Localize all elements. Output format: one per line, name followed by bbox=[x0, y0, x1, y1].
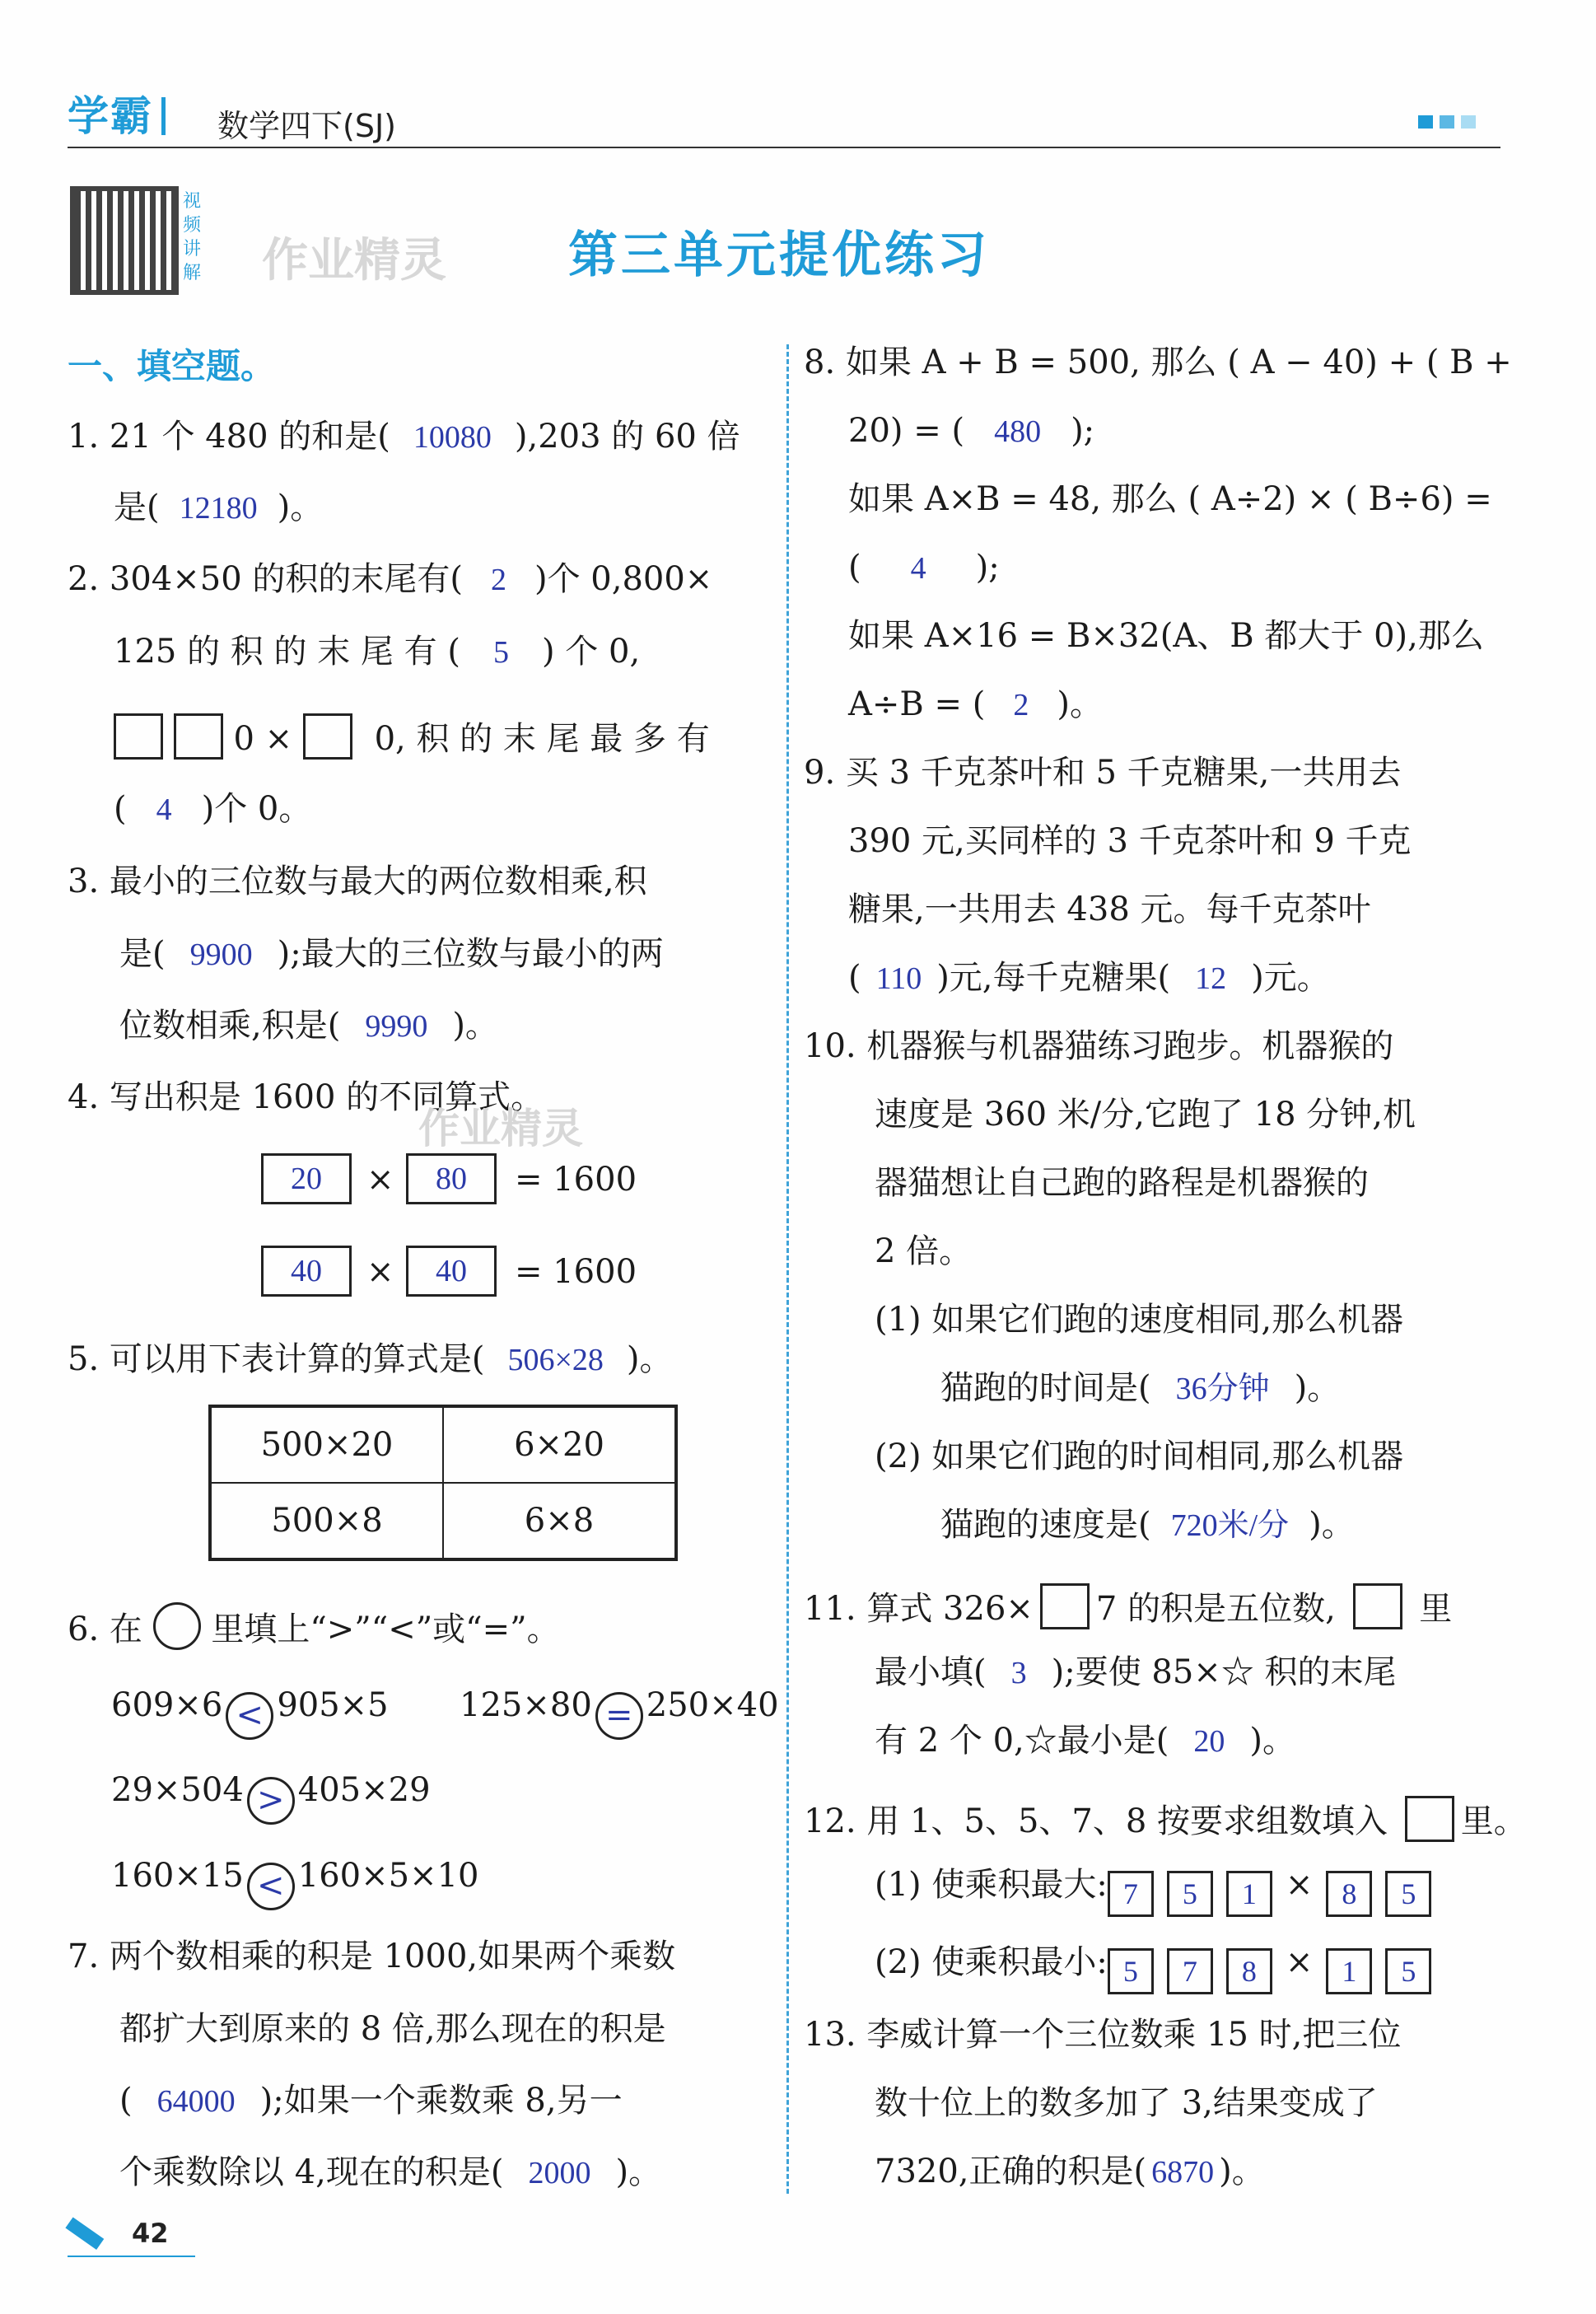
q6-line1: 6. 在 里填上“>”“<”或“=”。 bbox=[68, 1602, 560, 1650]
q10-line5: (1) 如果它们跑的速度相同,那么机器 bbox=[875, 1301, 1404, 1339]
digit-box: 5 bbox=[1385, 1948, 1431, 1994]
decor-dots bbox=[1418, 115, 1476, 129]
header bbox=[68, 78, 1500, 148]
blank-box bbox=[1405, 1796, 1454, 1842]
q3-answer1: 9900 bbox=[189, 937, 253, 972]
q11-line3: 有 2 个 0,☆最小是( 20 )。 bbox=[875, 1722, 1295, 1760]
digit-box: 1 bbox=[1226, 1871, 1272, 1917]
q9-line4: ( 110 )元,每千克糖果( 12 )元。 bbox=[848, 959, 1330, 997]
q8-line2: 20) = ( 480 ); bbox=[848, 412, 1095, 450]
blank-box bbox=[174, 713, 223, 760]
q3-line1: 3. 最小的三位数与最大的两位数相乘,积 bbox=[68, 862, 647, 900]
q8-line6: A÷B = ( 2 )。 bbox=[848, 685, 1103, 723]
page-title: 第三单元提优练习 bbox=[568, 227, 990, 284]
q8-line4: ( 4 ); bbox=[848, 549, 1000, 587]
q12-max-row: (1) 使乘积最大: 7 5 1 × 8 5 bbox=[875, 1868, 1444, 1917]
times-sign: × bbox=[366, 1253, 394, 1291]
q2-answer3: 4 bbox=[156, 792, 172, 827]
q11-answer2: 20 bbox=[1193, 1724, 1225, 1759]
q8-answer3: 2 bbox=[1013, 688, 1029, 722]
q10-line6: 猫跑的时间是( 36分钟 )。 bbox=[940, 1369, 1341, 1407]
q13-line2: 数十位上的数多加了 3,结果变成了 bbox=[875, 2084, 1378, 2122]
q4-row1-result: = 1600 bbox=[515, 1161, 637, 1199]
q6-row1: 609×6 < 905×5 bbox=[111, 1689, 389, 1740]
digit-box: 7 bbox=[1167, 1948, 1213, 1994]
q7-answer1: 64000 bbox=[156, 2084, 236, 2119]
q8-line1: 8. 如果 A + B = 500, 那么 ( A − 40) + ( B + bbox=[804, 344, 1512, 381]
q8-line3: 如果 A×B = 48, 那么 ( A÷2) × ( B÷6) = bbox=[848, 480, 1492, 518]
column-divider bbox=[786, 344, 789, 2194]
q8-answer2: 4 bbox=[910, 551, 926, 586]
q4-row2-factor1: 40 bbox=[261, 1246, 352, 1297]
pencil-icon bbox=[65, 2217, 104, 2249]
q10-line3: 器猫想让自己跑的路程是机器猴的 bbox=[875, 1164, 1369, 1202]
table-cell: 6×20 bbox=[443, 1406, 676, 1483]
blank-box bbox=[114, 713, 163, 760]
q2-line3: 0 × 0, 积 的 末 尾 最 多 有 bbox=[114, 713, 710, 760]
q9-line3: 糖果,一共用去 438 元。每千克茶叶 bbox=[848, 891, 1371, 928]
q4-row2-factor2: 40 bbox=[406, 1246, 497, 1297]
q3-line3: 位数相乘,积是( 9990 )。 bbox=[119, 1007, 498, 1045]
q11-line2: 最小填( 3 );要使 85×☆ 积的末尾 bbox=[875, 1653, 1397, 1691]
q10-line2: 速度是 360 米/分,它跑了 18 分钟,机 bbox=[875, 1096, 1416, 1134]
q10-line7: (2) 如果它们跑的时间相同,那么机器 bbox=[875, 1437, 1404, 1475]
brand-text: 学霸 bbox=[68, 92, 153, 140]
page-number: 42 bbox=[132, 2218, 169, 2249]
q9-line2: 390 元,买同样的 3 千克茶叶和 9 千克 bbox=[848, 822, 1412, 860]
q4-row1-factor2: 80 bbox=[406, 1153, 497, 1204]
q7-line2: 都扩大到原来的 8 倍,那么现在的积是 bbox=[119, 2010, 666, 2048]
q1-answer2: 12180 bbox=[179, 491, 258, 526]
q1-answer1: 10080 bbox=[413, 420, 492, 455]
q4-line1: 4. 写出积是 1600 的不同算式。 bbox=[68, 1078, 544, 1116]
q6-row3: 29×504 > 405×29 bbox=[111, 1774, 431, 1825]
blank-box bbox=[1353, 1583, 1402, 1629]
q2-answer1: 2 bbox=[490, 563, 506, 597]
times-sign: × bbox=[366, 1161, 394, 1199]
q9-answer1: 110 bbox=[875, 961, 922, 996]
q10-line4: 2 倍。 bbox=[875, 1232, 973, 1270]
q13-line1: 13. 李威计算一个三位数乘 15 时,把三位 bbox=[804, 2016, 1402, 2054]
q6-row4: 160×15 < 160×5×10 bbox=[111, 1859, 479, 1910]
q12-line1: 12. 用 1、5、5、7、8 按要求组数填入 里。 bbox=[804, 1796, 1527, 1842]
q3-answer2: 9990 bbox=[365, 1009, 428, 1044]
q13-line3: 7320,正确的积是( 6870 )。 bbox=[875, 2153, 1265, 2190]
q8-line5: 如果 A×16 = B×32(A、B 都大于 0),那么 bbox=[848, 617, 1484, 655]
q1-line2: 是( 12180 )。 bbox=[114, 489, 324, 526]
digit-box: 5 bbox=[1108, 1948, 1154, 1994]
q7-answer2: 2000 bbox=[528, 2156, 591, 2190]
q5-line1: 5. 可以用下表计算的算式是( 506×28 )。 bbox=[68, 1340, 673, 1378]
calc-table bbox=[208, 1405, 678, 1561]
q6-row2: 125×80 = 250×40 bbox=[460, 1689, 779, 1740]
digit-box: 8 bbox=[1326, 1871, 1372, 1917]
q4-row2-result: = 1600 bbox=[515, 1253, 637, 1291]
q9-line1: 9. 买 3 千克茶叶和 5 千克糖果,一共用去 bbox=[804, 754, 1402, 792]
compare-circle: < bbox=[226, 1692, 273, 1740]
section-heading: 一、填空题。 bbox=[68, 346, 276, 386]
q4-row1-factor1: 20 bbox=[261, 1153, 352, 1204]
q8-answer1: 480 bbox=[994, 414, 1042, 449]
q2-line4: ( 4 )个 0。 bbox=[114, 790, 312, 828]
q10-answer2: 720米/分 bbox=[1170, 1508, 1290, 1543]
compare-circle: > bbox=[247, 1777, 295, 1825]
qr-label: 视频讲解 bbox=[183, 191, 202, 283]
q7-line4: 个乘数除以 4,现在的积是( 2000 )。 bbox=[119, 2153, 662, 2191]
table-cell: 500×20 bbox=[210, 1406, 443, 1483]
watermark: 作业精灵 bbox=[418, 1105, 583, 1152]
q1-line1: 1. 21 个 480 的和是( 10080 ),203 的 60 倍 bbox=[68, 418, 740, 456]
footer-rule bbox=[68, 2256, 195, 2257]
q2-answer2: 5 bbox=[492, 635, 509, 670]
blank-box bbox=[1040, 1583, 1090, 1629]
q2-line1: 2. 304×50 的积的末尾有( 2 )个 0,800× bbox=[68, 560, 713, 598]
q5-answer: 506×28 bbox=[507, 1343, 604, 1377]
q11-answer1: 3 bbox=[1010, 1656, 1027, 1690]
watermark: 作业精灵 bbox=[262, 234, 446, 287]
q10-line1: 10. 机器猴与机器猫练习跑步。机器猴的 bbox=[804, 1027, 1394, 1065]
digit-box: 1 bbox=[1326, 1948, 1372, 1994]
q7-line3: ( 64000 );如果一个乘数乘 8,另一 bbox=[119, 2082, 623, 2120]
q7-line1: 7. 两个数相乘的积是 1000,如果两个乘数 bbox=[68, 1938, 676, 1975]
table-cell: 6×8 bbox=[443, 1483, 676, 1559]
book-title: 数学四下(SJ) bbox=[217, 108, 396, 144]
blank-box bbox=[303, 713, 352, 760]
q9-answer2: 12 bbox=[1195, 961, 1227, 996]
q10-line8: 猫跑的速度是( 720米/分 )。 bbox=[940, 1506, 1355, 1544]
brand-logo bbox=[68, 83, 166, 143]
digit-box: 5 bbox=[1385, 1871, 1431, 1917]
digit-box: 5 bbox=[1167, 1871, 1213, 1917]
blank-circle bbox=[153, 1602, 201, 1650]
q12-min-row: (2) 使乘积最小: 5 7 8 × 1 5 bbox=[875, 1946, 1444, 1994]
table-cell: 500×8 bbox=[210, 1483, 443, 1559]
compare-circle: < bbox=[247, 1863, 295, 1910]
q13-answer: 6870 bbox=[1151, 2155, 1215, 2190]
digit-box: 8 bbox=[1226, 1948, 1272, 1994]
q3-line2: 是( 9900 );最大的三位数与最小的两 bbox=[119, 935, 664, 973]
qr-code-icon[interactable] bbox=[70, 186, 179, 295]
compare-circle: = bbox=[595, 1692, 643, 1740]
digit-box: 7 bbox=[1108, 1871, 1154, 1917]
q11-line1: 11. 算式 326× 7 的积是五位数, 里 bbox=[804, 1583, 1452, 1629]
q10-answer1: 36分钟 bbox=[1175, 1372, 1270, 1406]
q2-line2: 125 的 积 的 末 尾 有 ( 5 ) 个 0, bbox=[114, 633, 641, 671]
